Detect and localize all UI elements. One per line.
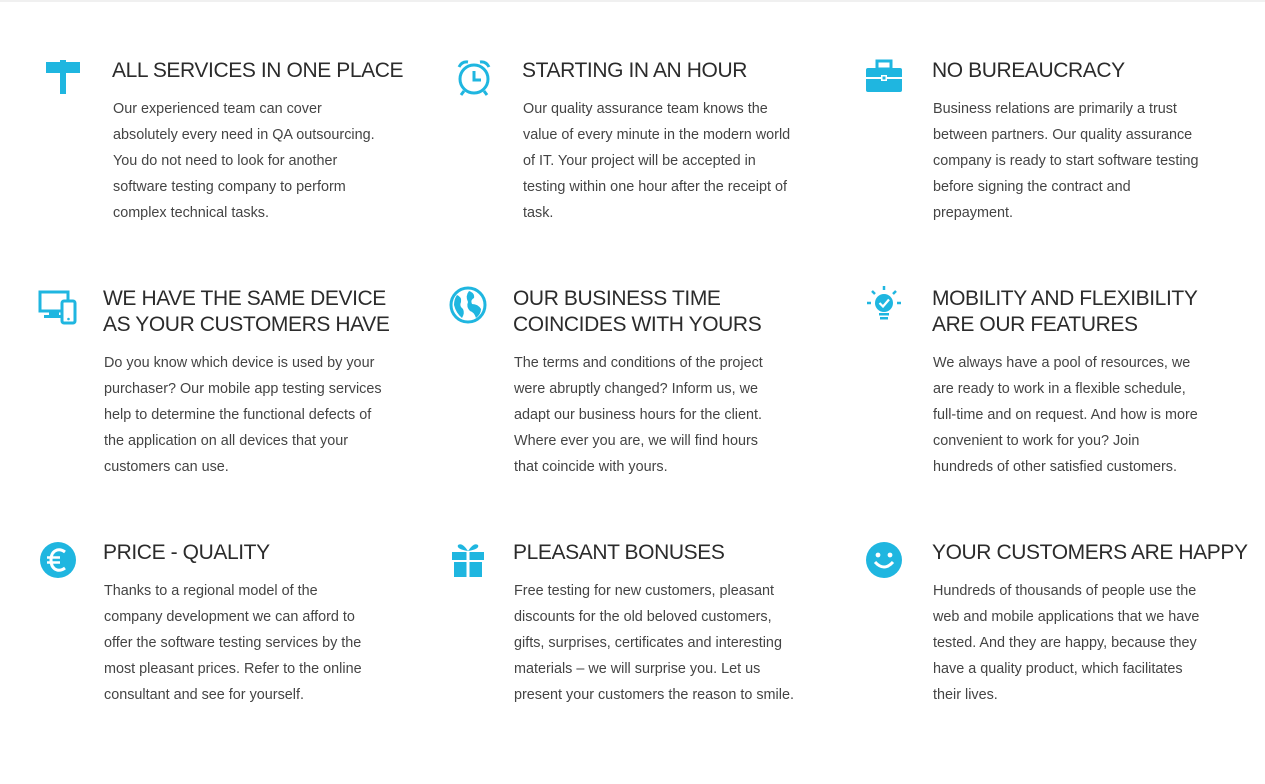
feature-text: Business relations are primarily a trust between partners. Our quality assurance company is ready to start software testing before signing the contract and prepayment. <box>933 101 1199 221</box>
alarm-clock-icon <box>454 58 494 98</box>
smiley-icon <box>864 540 904 580</box>
feature-text: Do you know which device is used by your purchaser? Our mobile app testing services help to determine the functional defects of the application on all devices that your customers can use. <box>104 355 382 475</box>
feature-title: NO BUREAUCRACY <box>932 59 1125 82</box>
globe-icon <box>448 285 488 325</box>
feature-text: Our experienced team can cover absolutely every need in QA outsourcing. You do not need to look for another software testing company to perform complex technical tasks. <box>113 101 375 221</box>
feature-text: Our quality assurance team knows the value of every minute in the modern world of IT. Your project will be accepted in testing within one hour after the receipt of task. <box>523 101 791 221</box>
feature-title: PLEASANT BONUSES <box>513 541 725 564</box>
feature-title: ALL SERVICES IN ONE PLACE <box>112 59 404 82</box>
feature-title: PRICE - QUALITY <box>103 541 270 564</box>
devices-icon <box>38 287 78 327</box>
lightbulb-icon <box>864 284 904 324</box>
euro-icon <box>38 540 78 580</box>
feature-title: YOUR CUSTOMERS ARE HAPPY <box>932 541 1248 564</box>
top-divider <box>0 0 1265 2</box>
feature-text: The terms and conditions of the project were abruptly changed? Inform us, we adapt our business hours for the client. Where ever you are, we will find hours that coincide with yours. <box>514 355 763 475</box>
feature-text: Free testing for new customers, pleasant discounts for the old beloved customers, gifts, surprises, certificates and interesting materials – we will surprise you. Let us present your customers the reason to smile. <box>514 583 794 703</box>
feature-text: Thanks to a regional model of the company development we can afford to offer the software testing services by the most pleasant prices. Refer to the online consultant and see for yourself. <box>104 583 362 703</box>
signpost-icon <box>43 57 83 97</box>
feature-text: Hundreds of thousands of people use the web and mobile applications that we have tested. And they are happy, because they have a quality product, which facilitates their lives. <box>933 583 1200 703</box>
feature-title: WE HAVE THE SAME DEVICE AS YOUR CUSTOMERS HAVE <box>103 287 390 336</box>
briefcase-icon <box>864 58 904 98</box>
feature-title: STARTING IN AN HOUR <box>522 59 747 82</box>
feature-title: OUR BUSINESS TIME COINCIDES WITH YOURS <box>513 287 762 336</box>
feature-text: We always have a pool of resources, we are ready to work in a flexible schedule, full-time and on request. And how is more convenient to work for you? Join hundreds of other satisfied customers. <box>933 355 1198 475</box>
feature-title: MOBILITY AND FLEXIBILITY ARE OUR FEATURES <box>932 287 1198 336</box>
gift-icon <box>448 540 488 580</box>
